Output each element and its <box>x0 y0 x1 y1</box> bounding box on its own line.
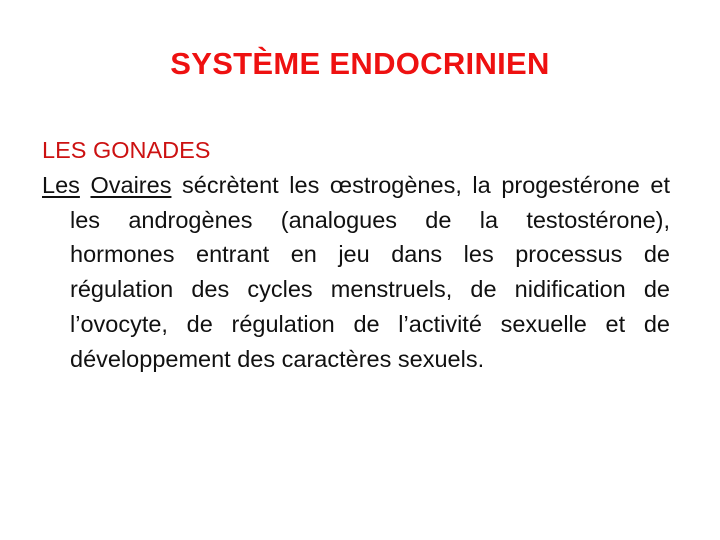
slide-body <box>42 133 670 377</box>
section-heading: LES GONADES <box>42 137 211 163</box>
paragraph-text: sécrètent les œstrogènes, la progestérone et les androgènes (analogues de la testostérone), hormones entrant en jeu dans les processus de régulation des cycles menstruels, de nidification de l’ovocyte, de régulation de l’activité sexuelle et de développement des caractères sexuels. <box>70 171 670 372</box>
underlined-word-ovaires: Ovaires <box>90 171 172 198</box>
paragraph <box>42 168 670 377</box>
underlined-word-les: Les <box>42 171 80 198</box>
slide-title: SYSTÈME ENDOCRINIEN <box>170 46 550 81</box>
